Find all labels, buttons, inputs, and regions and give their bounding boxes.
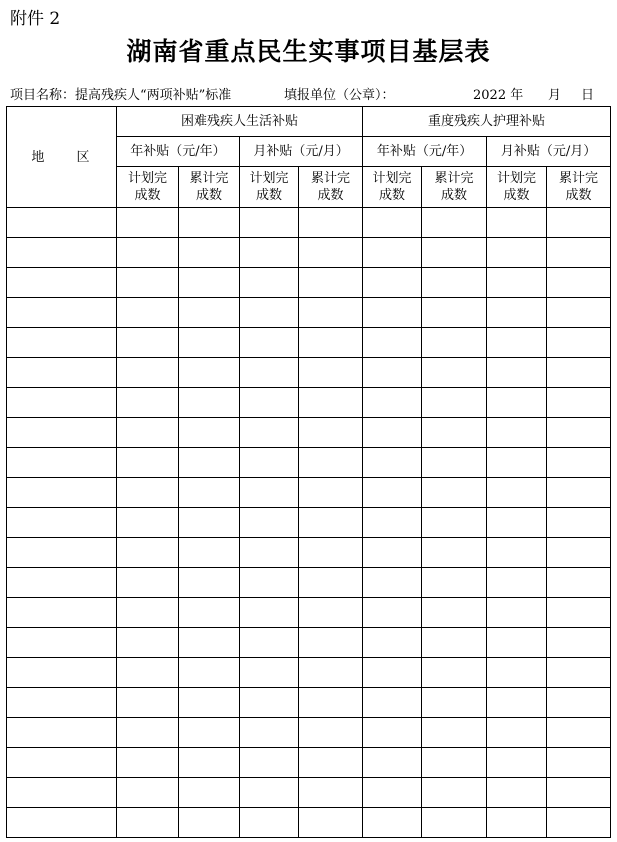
value-cell[interactable]: [487, 208, 547, 238]
value-cell[interactable]: [240, 328, 299, 358]
value-cell[interactable]: [547, 628, 611, 658]
value-cell[interactable]: [547, 328, 611, 358]
value-cell[interactable]: [117, 268, 179, 298]
leaf-header-plan: [487, 167, 547, 208]
value-cell[interactable]: [487, 598, 547, 628]
value-cell[interactable]: [117, 658, 179, 688]
value-cell[interactable]: [547, 298, 611, 328]
value-cell[interactable]: [363, 328, 422, 358]
value-cell[interactable]: [117, 538, 179, 568]
value-cell[interactable]: [547, 748, 611, 778]
value-cell[interactable]: [422, 568, 487, 598]
value-cell[interactable]: [487, 538, 547, 568]
value-cell[interactable]: [547, 598, 611, 628]
value-cell[interactable]: [422, 298, 487, 328]
leaf-header-plan: [117, 167, 179, 208]
leaf-text: 计划完: [249, 171, 289, 186]
value-cell[interactable]: [487, 778, 547, 808]
value-cell[interactable]: [299, 598, 363, 628]
value-cell[interactable]: [240, 658, 299, 688]
value-cell[interactable]: [299, 778, 363, 808]
value-cell[interactable]: [299, 538, 363, 568]
leaf-header-cumulative: [299, 167, 363, 208]
table-row: [7, 478, 611, 508]
table-row: [7, 598, 611, 628]
value-cell[interactable]: [363, 688, 422, 718]
value-cell[interactable]: [487, 628, 547, 658]
value-cell[interactable]: [422, 808, 487, 838]
region-cell[interactable]: [7, 388, 117, 418]
region-cell[interactable]: [7, 298, 117, 328]
value-cell[interactable]: [422, 688, 487, 718]
value-cell[interactable]: [240, 478, 299, 508]
leaf-text: 成数: [503, 188, 530, 203]
value-cell[interactable]: [179, 658, 240, 688]
leaf-text: 成数: [379, 188, 406, 203]
value-cell[interactable]: [117, 298, 179, 328]
value-cell[interactable]: [299, 628, 363, 658]
value-cell[interactable]: [363, 808, 422, 838]
value-cell[interactable]: [363, 268, 422, 298]
report-table: [6, 106, 611, 838]
value-cell[interactable]: [363, 418, 422, 448]
value-cell[interactable]: [117, 508, 179, 538]
leaf-header-plan: [363, 167, 422, 208]
table-row: [7, 748, 611, 778]
region-cell[interactable]: [7, 478, 117, 508]
value-cell[interactable]: [363, 658, 422, 688]
value-cell[interactable]: [117, 328, 179, 358]
group-header-care-subsidy: 重度残疾人护理补贴: [363, 107, 611, 137]
value-cell[interactable]: [422, 388, 487, 418]
project-name: 项目名称：提高残疾人“两项补贴”标准: [10, 88, 232, 103]
value-cell[interactable]: [487, 508, 547, 538]
region-cell[interactable]: [7, 688, 117, 718]
leaf-text: 成数: [195, 188, 222, 203]
value-cell[interactable]: [487, 448, 547, 478]
region-cell[interactable]: [7, 778, 117, 808]
region-cell[interactable]: [7, 328, 117, 358]
value-cell[interactable]: [299, 508, 363, 538]
value-cell[interactable]: [240, 418, 299, 448]
value-cell[interactable]: [422, 508, 487, 538]
value-cell[interactable]: [422, 628, 487, 658]
value-cell[interactable]: [422, 778, 487, 808]
region-cell[interactable]: [7, 568, 117, 598]
value-cell[interactable]: [299, 718, 363, 748]
subgroup-header: 月补贴（元/月）: [487, 137, 611, 167]
value-cell[interactable]: [547, 388, 611, 418]
document-title: 湖南省重点民生实事项目基层表: [126, 37, 491, 66]
leaf-text: 成数: [565, 188, 592, 203]
value-cell[interactable]: [487, 328, 547, 358]
year-field: 2022 年: [473, 88, 524, 103]
region-cell[interactable]: [7, 808, 117, 838]
value-cell[interactable]: [117, 568, 179, 598]
value-cell[interactable]: [363, 298, 422, 328]
value-cell[interactable]: [299, 238, 363, 268]
table-row: [7, 658, 611, 688]
value-cell[interactable]: [179, 538, 240, 568]
leaf-text: 计划完: [127, 171, 167, 186]
value-cell[interactable]: [422, 328, 487, 358]
value-cell[interactable]: [240, 598, 299, 628]
value-cell[interactable]: [422, 208, 487, 238]
value-cell[interactable]: [487, 268, 547, 298]
value-cell[interactable]: [299, 808, 363, 838]
value-cell[interactable]: [179, 718, 240, 748]
value-cell[interactable]: [240, 508, 299, 538]
value-cell[interactable]: [117, 448, 179, 478]
region-cell[interactable]: [7, 358, 117, 388]
value-cell[interactable]: [363, 598, 422, 628]
value-cell[interactable]: [487, 358, 547, 388]
table-row: [7, 508, 611, 538]
value-cell[interactable]: [547, 448, 611, 478]
value-cell[interactable]: [240, 448, 299, 478]
value-cell[interactable]: [179, 628, 240, 658]
leaf-text: 成数: [317, 188, 344, 203]
region-cell[interactable]: [7, 268, 117, 298]
subgroup-header: 年补贴（元/年）: [363, 137, 487, 167]
value-cell[interactable]: [299, 568, 363, 598]
leaf-text: 成数: [134, 188, 161, 203]
value-cell[interactable]: [117, 358, 179, 388]
value-cell[interactable]: [179, 268, 240, 298]
value-cell[interactable]: [299, 298, 363, 328]
value-cell[interactable]: [547, 778, 611, 808]
value-cell[interactable]: [422, 238, 487, 268]
value-cell[interactable]: [422, 748, 487, 778]
value-cell[interactable]: [422, 448, 487, 478]
month-field: 月: [548, 88, 562, 103]
region-cell[interactable]: [7, 238, 117, 268]
value-cell[interactable]: [240, 568, 299, 598]
table-row: [7, 718, 611, 748]
value-cell[interactable]: [117, 418, 179, 448]
leaf-header-cumulative: [179, 167, 240, 208]
value-cell[interactable]: [547, 358, 611, 388]
value-cell[interactable]: [299, 208, 363, 238]
value-cell[interactable]: [363, 478, 422, 508]
value-cell[interactable]: [240, 358, 299, 388]
value-cell[interactable]: [299, 358, 363, 388]
value-cell[interactable]: [117, 808, 179, 838]
value-cell[interactable]: [240, 808, 299, 838]
value-cell[interactable]: [547, 688, 611, 718]
value-cell[interactable]: [363, 388, 422, 418]
region-cell[interactable]: [7, 748, 117, 778]
leaf-text: 累计完: [434, 171, 474, 186]
value-cell[interactable]: [547, 568, 611, 598]
table-row: [7, 628, 611, 658]
value-cell[interactable]: [179, 388, 240, 418]
value-cell[interactable]: [299, 658, 363, 688]
value-cell[interactable]: [299, 268, 363, 298]
value-cell[interactable]: [179, 298, 240, 328]
value-cell[interactable]: [547, 478, 611, 508]
value-cell[interactable]: [240, 538, 299, 568]
value-cell[interactable]: [240, 238, 299, 268]
value-cell[interactable]: [487, 418, 547, 448]
value-cell[interactable]: [422, 598, 487, 628]
value-cell[interactable]: [117, 208, 179, 238]
leaf-header-plan: [240, 167, 299, 208]
value-cell[interactable]: [363, 718, 422, 748]
value-cell[interactable]: [487, 808, 547, 838]
value-cell[interactable]: [179, 358, 240, 388]
value-cell[interactable]: [547, 418, 611, 448]
value-cell[interactable]: [240, 628, 299, 658]
value-cell[interactable]: [179, 478, 240, 508]
subgroup-header: 年补贴（元/年）: [117, 137, 240, 167]
table-row: [7, 448, 611, 478]
value-cell[interactable]: [117, 478, 179, 508]
value-cell[interactable]: [487, 658, 547, 688]
value-cell[interactable]: [179, 448, 240, 478]
value-cell[interactable]: [363, 208, 422, 238]
value-cell[interactable]: [179, 568, 240, 598]
value-cell[interactable]: [422, 478, 487, 508]
value-cell[interactable]: [179, 688, 240, 718]
value-cell[interactable]: [240, 298, 299, 328]
region-cell[interactable]: [7, 418, 117, 448]
value-cell[interactable]: [363, 238, 422, 268]
value-cell[interactable]: [363, 358, 422, 388]
value-cell[interactable]: [240, 748, 299, 778]
table-row: [7, 358, 611, 388]
table-row: [7, 298, 611, 328]
leaf-text: 累计完: [311, 171, 351, 186]
table-row: [7, 388, 611, 418]
table-row: [7, 238, 611, 268]
value-cell[interactable]: [117, 748, 179, 778]
value-cell[interactable]: [363, 748, 422, 778]
leaf-header-cumulative: [547, 167, 611, 208]
value-cell[interactable]: [547, 808, 611, 838]
value-cell[interactable]: [179, 598, 240, 628]
value-cell[interactable]: [487, 718, 547, 748]
value-cell[interactable]: [240, 718, 299, 748]
value-cell[interactable]: [363, 538, 422, 568]
value-cell[interactable]: [422, 268, 487, 298]
leaf-text: 成数: [441, 188, 468, 203]
value-cell[interactable]: [179, 748, 240, 778]
value-cell[interactable]: [422, 538, 487, 568]
value-cell[interactable]: [422, 658, 487, 688]
value-cell[interactable]: [487, 478, 547, 508]
table-row: [7, 538, 611, 568]
value-cell[interactable]: [179, 208, 240, 238]
table-row: [7, 208, 611, 238]
value-cell[interactable]: [363, 778, 422, 808]
table-row: [7, 568, 611, 598]
value-cell[interactable]: [299, 448, 363, 478]
leaf-text: 累计完: [559, 171, 599, 186]
value-cell[interactable]: [117, 598, 179, 628]
value-cell[interactable]: [117, 238, 179, 268]
region-cell[interactable]: [7, 538, 117, 568]
leaf-header-cumulative: [422, 167, 487, 208]
value-cell[interactable]: [240, 388, 299, 418]
value-cell[interactable]: [240, 778, 299, 808]
table-row: [7, 328, 611, 358]
group-header-living-subsidy: 困难残疾人生活补贴: [117, 107, 363, 137]
table-row: [7, 418, 611, 448]
value-cell[interactable]: [547, 208, 611, 238]
value-cell[interactable]: [179, 418, 240, 448]
table-row: [7, 268, 611, 298]
value-cell[interactable]: [487, 688, 547, 718]
value-cell[interactable]: [299, 688, 363, 718]
value-cell[interactable]: [547, 658, 611, 688]
value-cell[interactable]: [299, 748, 363, 778]
value-cell[interactable]: [240, 688, 299, 718]
value-cell[interactable]: [117, 778, 179, 808]
value-cell[interactable]: [547, 508, 611, 538]
region-cell[interactable]: [7, 448, 117, 478]
region-cell[interactable]: [7, 598, 117, 628]
value-cell[interactable]: [179, 778, 240, 808]
region-header: 地 区: [7, 107, 117, 208]
value-cell[interactable]: [363, 628, 422, 658]
table-row: [7, 808, 611, 838]
value-cell[interactable]: [422, 718, 487, 748]
value-cell[interactable]: [363, 568, 422, 598]
region-cell[interactable]: [7, 508, 117, 538]
leaf-text: 累计完: [189, 171, 229, 186]
value-cell[interactable]: [299, 388, 363, 418]
attachment-label: 附件 2: [10, 9, 61, 29]
value-cell[interactable]: [547, 268, 611, 298]
region-cell[interactable]: [7, 628, 117, 658]
region-cell[interactable]: [7, 658, 117, 688]
value-cell[interactable]: [179, 508, 240, 538]
leaf-text: 计划完: [497, 171, 537, 186]
value-cell[interactable]: [117, 688, 179, 718]
value-cell[interactable]: [299, 418, 363, 448]
value-cell[interactable]: [363, 508, 422, 538]
day-field: 日: [581, 88, 595, 103]
value-cell[interactable]: [422, 418, 487, 448]
value-cell[interactable]: [179, 238, 240, 268]
value-cell[interactable]: [547, 718, 611, 748]
value-cell[interactable]: [363, 448, 422, 478]
value-cell[interactable]: [487, 748, 547, 778]
value-cell[interactable]: [179, 328, 240, 358]
value-cell[interactable]: [117, 388, 179, 418]
region-cell[interactable]: [7, 718, 117, 748]
value-cell[interactable]: [487, 238, 547, 268]
value-cell[interactable]: [240, 208, 299, 238]
value-cell[interactable]: [299, 328, 363, 358]
leaf-text: 成数: [255, 188, 282, 203]
value-cell[interactable]: [299, 478, 363, 508]
reporting-unit: 填报单位（公章）：: [284, 88, 395, 103]
value-cell[interactable]: [117, 628, 179, 658]
value-cell[interactable]: [179, 808, 240, 838]
value-cell[interactable]: [547, 538, 611, 568]
region-cell[interactable]: [7, 208, 117, 238]
value-cell[interactable]: [487, 388, 547, 418]
value-cell[interactable]: [547, 238, 611, 268]
value-cell[interactable]: [240, 268, 299, 298]
value-cell[interactable]: [117, 718, 179, 748]
subgroup-header: 月补贴（元/月）: [240, 137, 363, 167]
leaf-text: 计划完: [372, 171, 412, 186]
value-cell[interactable]: [487, 298, 547, 328]
table-row: [7, 688, 611, 718]
table-row: [7, 778, 611, 808]
value-cell[interactable]: [487, 568, 547, 598]
value-cell[interactable]: [422, 358, 487, 388]
